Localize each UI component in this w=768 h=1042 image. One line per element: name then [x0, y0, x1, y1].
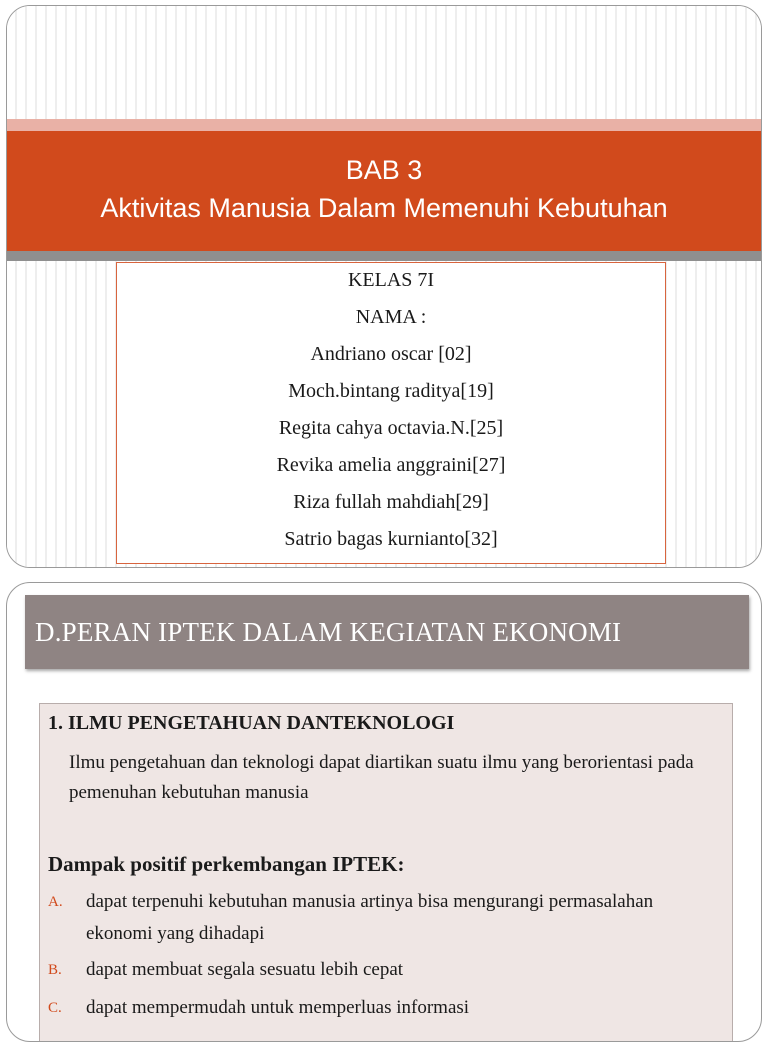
list-text: dapat mempermudah untuk memperluas informasi [86, 997, 470, 1018]
list-text: dapat membuat segala sesuatu lebih cepat [86, 959, 404, 980]
content-box [39, 703, 733, 1042]
section-title: D.PERAN IPTEK DALAM KEGIATAN EKONOMI [35, 617, 622, 647]
member-name: Moch.bintang raditya[19] [288, 380, 494, 402]
divider-bar [7, 251, 761, 261]
decorative-stripes [7, 6, 761, 119]
title-band [7, 131, 761, 251]
definition-paragraph: Ilmu pengetahuan dan teknologi dapat diartikan suatu ilmu yang berorientasi pada pemenuhan kebutuhan manusia [69, 752, 694, 803]
impact-heading: Dampak positif perkembangan IPTEK: [48, 852, 405, 876]
member-name: Revika amelia anggraini[27] [276, 454, 506, 476]
chapter-subtitle: Aktivitas Manusia Dalam Memenuhi Kebutuhan [100, 193, 668, 223]
list-marker: B. [48, 962, 62, 978]
name-label: NAMA : [355, 306, 427, 328]
title-slide [6, 5, 762, 568]
list-marker: A. [48, 894, 63, 910]
content-slide [6, 582, 762, 1042]
list-text: dapat terpenuhi kebutuhan manusia artinya bisa mengurangi permasalahan ekonomi yang dihadapi [86, 891, 654, 944]
class-label: KELAS 7I [347, 269, 435, 291]
member-name: Regita cahya octavia.N.[25] [278, 417, 504, 439]
member-name: Riza fullah mahdiah[29] [293, 491, 489, 513]
members-box [116, 262, 666, 564]
member-name: Satrio bagas kurnianto[32] [284, 528, 498, 550]
subsection-heading: 1. ILMU PENGETAHUAN DANTEKNOLOGI [48, 712, 455, 734]
section-header [25, 595, 749, 669]
chapter-title: BAB 3 [345, 155, 423, 185]
member-name: Andriano oscar [02] [310, 343, 472, 365]
accent-bar [7, 119, 761, 131]
list-marker: C. [48, 1000, 62, 1016]
